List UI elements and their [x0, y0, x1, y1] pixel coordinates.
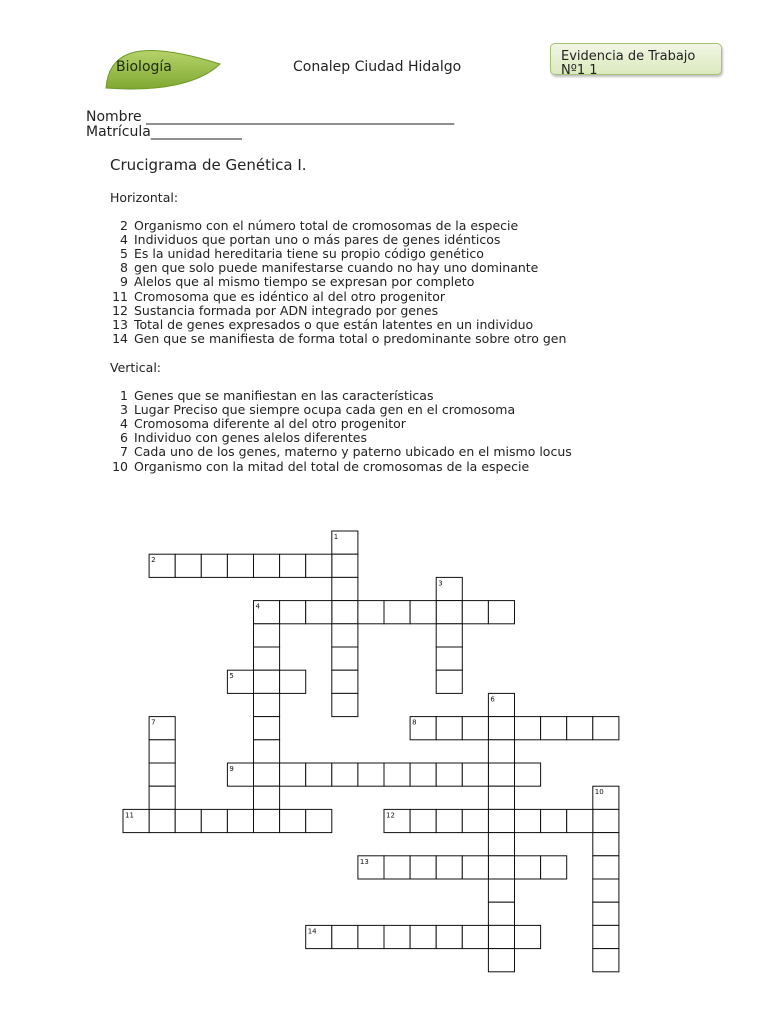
crossword-cell[interactable]	[462, 809, 488, 832]
crossword-cell[interactable]	[280, 670, 306, 693]
clue-text: Individuo con genes alelos diferentes	[134, 430, 368, 446]
clue-text: gen que solo puede manifestarse cuando no hay uno dominante	[134, 260, 539, 276]
crossword-cell[interactable]	[593, 949, 619, 972]
cell-number-label: 10	[594, 788, 604, 797]
subject-label: Biología	[116, 59, 172, 75]
cell-number-label: 14	[307, 927, 317, 936]
crossword-cell[interactable]	[488, 786, 514, 809]
crossword-cell[interactable]	[567, 717, 593, 740]
clue-text: Cromosoma diferente al del otro progenitor	[134, 416, 406, 432]
crossword-cell[interactable]	[227, 809, 253, 832]
crossword-cell[interactable]	[541, 717, 567, 740]
cell-number-label: 6	[490, 695, 495, 704]
crossword-cell[interactable]	[254, 554, 280, 577]
cell-number-label: 3	[438, 579, 443, 588]
crossword-cell[interactable]	[436, 647, 462, 670]
cell-number-label: 2	[151, 556, 156, 565]
crossword-cell[interactable]	[488, 879, 514, 902]
crossword-cell[interactable]	[280, 809, 306, 832]
clue-number: 6	[120, 430, 128, 446]
crossword-cell[interactable]	[488, 809, 514, 832]
crossword-cell[interactable]	[410, 925, 436, 948]
crossword-cell[interactable]	[149, 786, 175, 809]
crossword-cell[interactable]	[515, 925, 541, 948]
crossword-cell[interactable]	[410, 601, 436, 624]
id-line: Matrícula_____________	[86, 124, 242, 140]
crossword-cell[interactable]	[254, 809, 280, 832]
crossword-cell[interactable]	[436, 601, 462, 624]
page-title: Crucigrama de Genética I.	[110, 156, 307, 174]
crossword-cell[interactable]	[332, 577, 358, 600]
crossword-cell[interactable]	[593, 856, 619, 879]
crossword-cell[interactable]	[280, 554, 306, 577]
crossword-cell[interactable]	[254, 647, 280, 670]
cell-number-label: 7	[151, 718, 156, 727]
crossword-cell[interactable]	[175, 554, 201, 577]
crossword-cell[interactable]	[358, 601, 384, 624]
clue-text: Genes que se manifiestan en las características	[134, 388, 434, 403]
clue-text: Organismo con la mitad del total de cromosomas de la especie	[134, 458, 530, 474]
crossword-cell[interactable]	[462, 601, 488, 624]
crossword-cell[interactable]	[280, 601, 306, 624]
cell-number-label: 11	[125, 811, 134, 820]
clue-number: 4	[120, 416, 128, 432]
vertical-heading: Vertical:	[110, 360, 162, 375]
crossword-cell[interactable]	[254, 670, 280, 693]
crossword-cell[interactable]	[488, 763, 514, 786]
clue-number: 13	[112, 316, 128, 332]
crossword-cell[interactable]	[332, 693, 358, 716]
crossword-cell[interactable]	[332, 554, 358, 577]
cell-number-label: 4	[255, 602, 260, 611]
crossword-cell[interactable]	[541, 809, 567, 832]
crossword-cell[interactable]	[201, 809, 227, 832]
cell-number-label: 9	[229, 765, 234, 773]
crossword-cell[interactable]	[488, 925, 514, 948]
crossword-cell[interactable]	[436, 856, 462, 879]
crossword-cell[interactable]	[175, 809, 201, 832]
crossword-cell[interactable]	[436, 763, 462, 786]
crossword-cell[interactable]	[593, 809, 619, 832]
crossword-cell[interactable]	[306, 763, 332, 786]
crossword-cell[interactable]	[332, 624, 358, 647]
crossword-cell[interactable]	[462, 925, 488, 948]
crossword-cell[interactable]	[488, 601, 514, 624]
crossword-cell[interactable]	[567, 809, 593, 832]
crossword-cell[interactable]	[254, 786, 280, 809]
clue-number: 7	[120, 444, 128, 460]
cell-number-label: 8	[412, 718, 417, 727]
crossword-cell[interactable]	[384, 763, 410, 786]
crossword-cell[interactable]	[254, 740, 280, 763]
crossword-cell[interactable]	[306, 809, 332, 832]
clue-text: Gen que se manifiesta de forma total o predominante sobre otro gen	[134, 330, 567, 346]
crossword-cell[interactable]	[593, 879, 619, 902]
crossword-cell[interactable]	[254, 624, 280, 647]
crossword-cell[interactable]	[462, 856, 488, 879]
crossword-cell[interactable]	[593, 902, 619, 925]
crossword-cell[interactable]	[593, 833, 619, 856]
crossword-cell[interactable]	[149, 763, 175, 786]
crossword-cell[interactable]	[332, 763, 358, 786]
crossword-cell[interactable]	[515, 809, 541, 832]
crossword-cell[interactable]	[515, 856, 541, 879]
crossword-cell[interactable]	[254, 693, 280, 716]
crossword-cell[interactable]	[593, 925, 619, 948]
clue-number: 2	[120, 218, 128, 233]
crossword-cell[interactable]	[384, 925, 410, 948]
cell-number-label: 12	[386, 811, 395, 820]
crossword-cell[interactable]	[515, 717, 541, 740]
crossword-cell[interactable]	[436, 809, 462, 832]
crossword-cell[interactable]	[149, 809, 175, 832]
clue-text: Es la unidad hereditaria tiene su propio código genético	[134, 246, 484, 262]
crossword-cell[interactable]	[488, 856, 514, 879]
crossword-cell[interactable]	[488, 740, 514, 763]
cell-number-label: 5	[229, 672, 234, 681]
crossword-cell[interactable]	[541, 856, 567, 879]
crossword-cell[interactable]	[488, 902, 514, 925]
clue-number: 9	[120, 274, 128, 290]
crossword-cell[interactable]	[254, 717, 280, 740]
clue-number: 11	[112, 288, 128, 304]
crossword-cell[interactable]	[462, 763, 488, 786]
crossword-cell[interactable]	[306, 601, 332, 624]
crossword-cell[interactable]	[488, 717, 514, 740]
crossword-cell[interactable]	[593, 717, 619, 740]
crossword-cell[interactable]	[306, 554, 332, 577]
clue-number: 5	[120, 246, 128, 262]
clue-text: Alelos que al mismo tiempo se expresan por completo	[134, 274, 475, 290]
crossword-cell[interactable]	[254, 763, 280, 786]
clue-text: Sustancia formada por ADN integrado por genes	[134, 302, 439, 318]
crossword-cell[interactable]	[332, 925, 358, 948]
crossword-cell[interactable]	[227, 554, 253, 577]
crossword-cell[interactable]	[436, 670, 462, 693]
crossword-cell[interactable]	[515, 763, 541, 786]
clue-number: 10	[112, 458, 128, 474]
clue-text: Total de genes expresados o que están latentes en un individuo	[134, 316, 534, 332]
clue-text: Individuos que portan uno o más pares de genes idénticos	[134, 232, 501, 248]
crossword-cell[interactable]	[436, 717, 462, 740]
evidence-label: Evidencia de Trabajo Nº1 1	[561, 49, 696, 78]
clue-number: 12	[112, 302, 128, 318]
crossword-cell[interactable]	[332, 647, 358, 670]
crossword-cell[interactable]	[436, 624, 462, 647]
crossword-cell[interactable]	[488, 833, 514, 856]
crossword-cell[interactable]	[410, 856, 436, 879]
clue-number: 14	[112, 330, 128, 346]
school-name: Conalep Ciudad Hidalgo	[293, 59, 462, 75]
crossword-cell[interactable]	[149, 740, 175, 763]
crossword-cell[interactable]	[201, 554, 227, 577]
crossword-cell[interactable]	[332, 601, 358, 624]
cell-number-label: 1	[333, 533, 339, 541]
crossword-cell[interactable]	[358, 925, 384, 948]
crossword-cell[interactable]	[488, 949, 514, 972]
crossword-cell[interactable]	[280, 763, 306, 786]
crossword-cell[interactable]	[332, 670, 358, 693]
clue-text: Organismo con el número total de cromosomas de la especie	[134, 218, 519, 233]
clue-text: Cada uno de los genes, materno y paterno ubicado en el mismo locus	[134, 444, 572, 460]
cell-number-label: 13	[359, 857, 369, 866]
horizontal-heading: Horizontal:	[110, 190, 179, 205]
crossword-cell[interactable]	[410, 763, 436, 786]
clue-number: 1	[120, 388, 128, 403]
crossword-cell[interactable]	[462, 717, 488, 740]
crossword-cell[interactable]	[358, 763, 384, 786]
name-line: Nombre ____________________________________________	[86, 109, 455, 125]
clue-text: Cromosoma que es idéntico al del otro progenitor	[134, 288, 445, 304]
clue-number: 3	[120, 402, 128, 418]
crossword-cell[interactable]	[410, 809, 436, 832]
crossword-cell[interactable]	[436, 925, 462, 948]
clue-number: 4	[120, 232, 128, 248]
clue-number: 8	[120, 260, 128, 276]
crossword-cell[interactable]	[384, 856, 410, 879]
clue-text: Lugar Preciso que siempre ocupa cada gen en el cromosoma	[134, 402, 516, 418]
crossword-cell[interactable]	[384, 601, 410, 624]
